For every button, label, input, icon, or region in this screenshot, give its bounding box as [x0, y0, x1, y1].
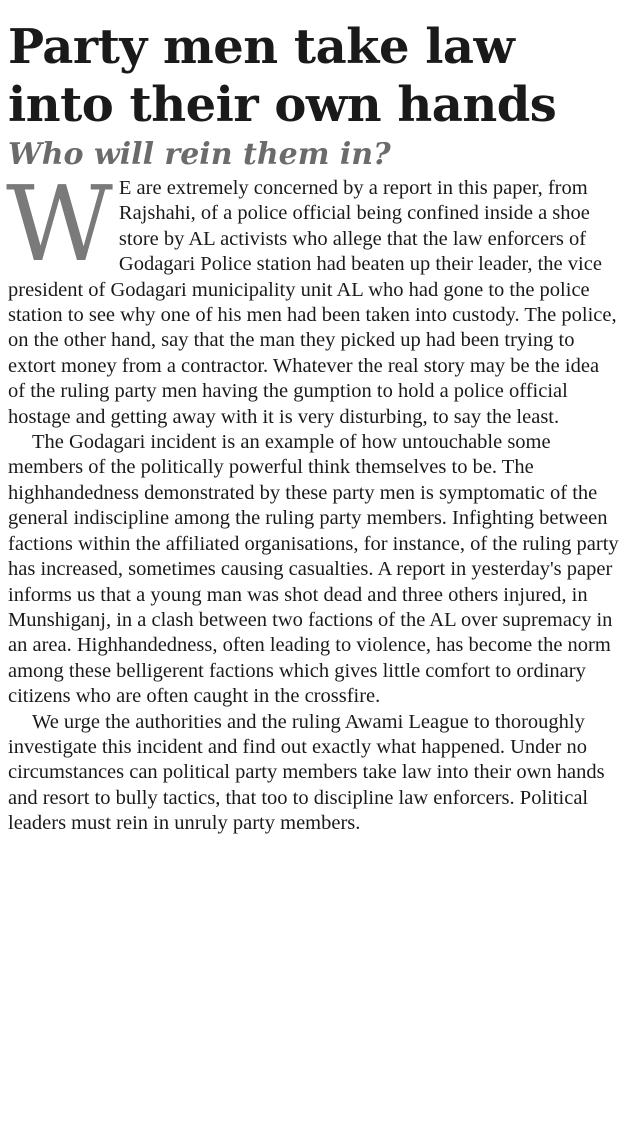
paragraph-1-text: E are extremely concerned by a report in this paper, from Rajshahi, of a police official being confined inside a shoe store by AL activists who allege that the law enforcers of Godagari Police station had beaten up their leader, the vice president of Godagari municipality unit AL who had gone to the police station to see why one of his men had been taken into custody. The police, on the other hand, say that the man they picked up had been trying to extort money from a contractor. Whatever the real story may be the idea of the ruling party men having the gumption to hold a police official hostage and getting away with it is very disturbing, to say the least. [8, 177, 617, 428]
paragraph-1 [6, 163, 620, 430]
article-body [6, 163, 620, 837]
editorial-article [8, 18, 620, 837]
drop-cap: W [6, 163, 113, 285]
subheadline: Who will rein them in? [8, 137, 391, 172]
paragraph-3: We urge the authorities and the ruling Awami League to thoroughly investigate this incident and find out exactly what happened. Under no circumstances can political party members take law into their own hands and resort to bully tactics, that too to discipline law enforcers. Political leaders must rein in unruly party members. [8, 710, 605, 835]
headline: Party men take law into their own hands [8, 19, 557, 133]
paragraph-2: The Godagari incident is an example of how untouchable some members of the politically powerful think themselves to be. The highhandedness demonstrated by these party men is symptomatic of the general indiscipline among the ruling party members. Infighting between factions within the affiliated organisations, for instance, of the ruling party has increased, sometimes causing casualties. A report in yesterday's paper informs us that a young man was shot dead and three others injured, in Munshiganj, in a clash between two factions of the AL over supremacy in an area. Highhandedness, often leading to violence, has become the norm among these belligerent factions which gives little comfort to ordinary citizens who are often caught in the crossfire. [8, 431, 619, 708]
